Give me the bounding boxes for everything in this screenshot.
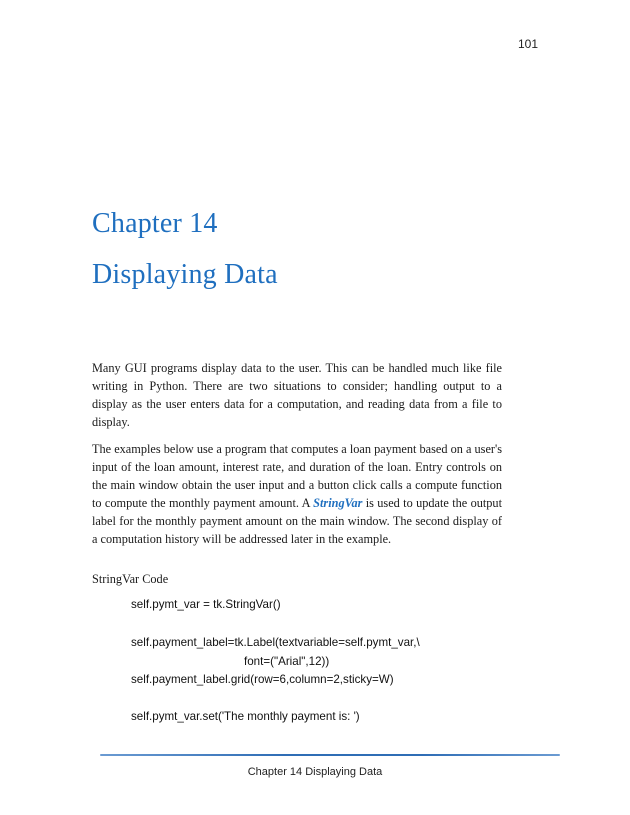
code-heading: StringVar Code [92,572,169,586]
chapter-title-heading: Displaying Data [92,259,278,290]
page-number: 101 [517,37,538,51]
chapter-number-heading: Chapter 14 [92,208,218,239]
body-paragraph-2 [92,440,502,548]
code-line: self.pymt_var = tk.StringVar() [131,598,281,611]
code-line: self.payment_label.grid(row=6,column=2,sticky=W) [131,673,394,686]
footer-chapter-title: Chapter 14 Displaying Data [247,766,383,778]
footer-rule [100,754,560,756]
code-line-continuation: font=("Arial",12)) [244,655,330,668]
body-paragraph-1: Many GUI programs display data to the user. This can be handled much like file writing in Python. There are two situations to consider; handling output to a display as the user enters data for a computation, and reading data from a file to display. [92,361,502,429]
stringvar-term: StringVar [313,496,363,510]
paragraph-2-text-end: is used to update the output label for the monthly payment amount on the main window. The second display of a computation history will be addressed later in the example. [92,496,502,546]
code-line: self.payment_label=tk.Label(textvariable=self.pymt_var,\ [131,636,420,649]
paragraph-2-text-start: The examples below use a program that computes a loan payment based on a user's input of the loan amount, interest rate, and duration of the loan. Entry controls on the main window obtain the user input and a button click calls a compute function to compute the monthly payment amount. A [92,442,502,510]
code-line: self.pymt_var.set('The monthly payment is: ') [131,710,360,723]
